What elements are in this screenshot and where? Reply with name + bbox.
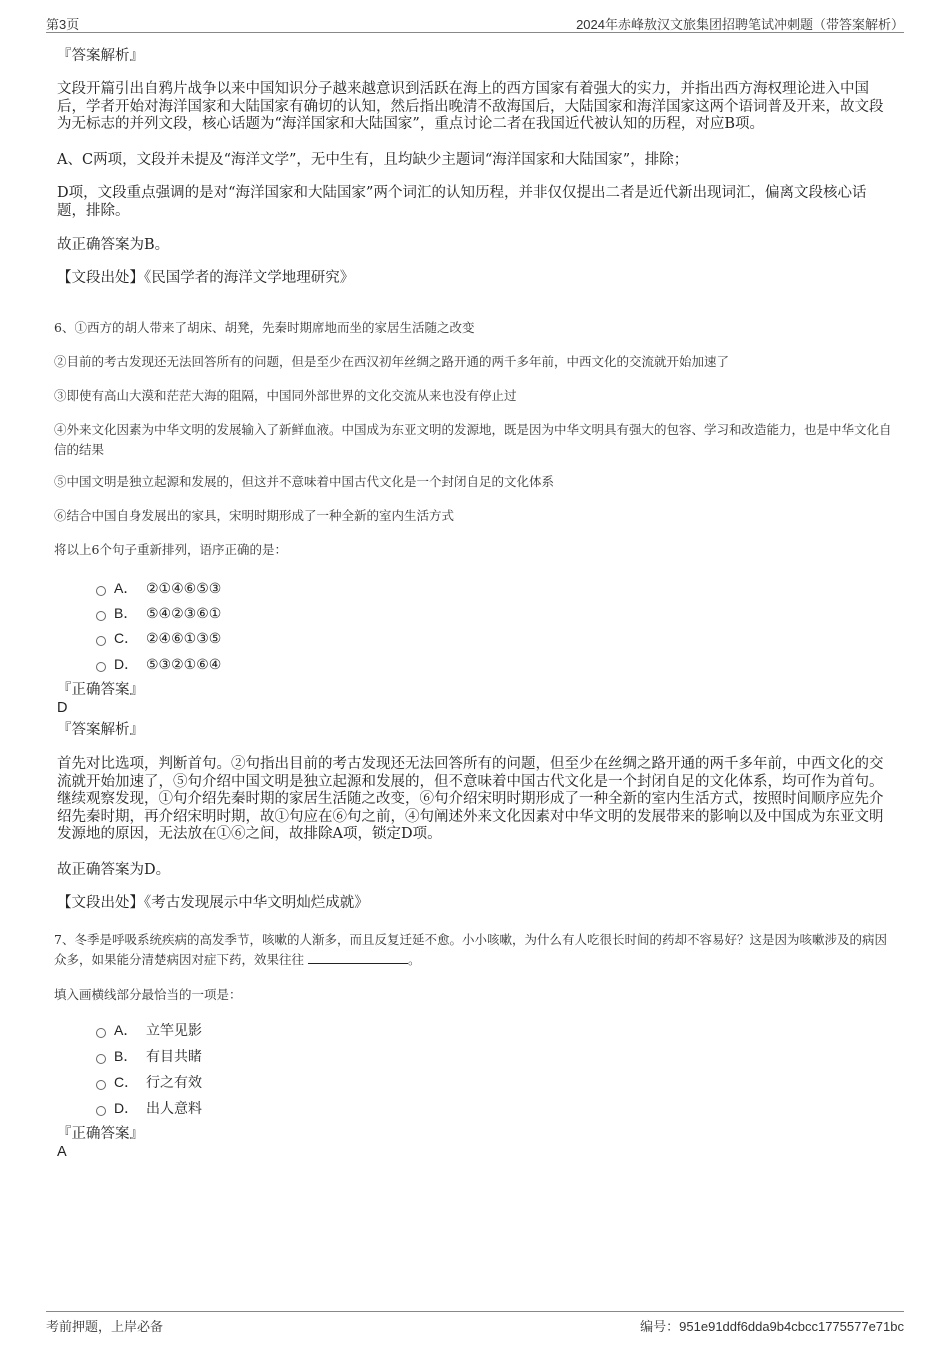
q6-sentence-6: ⑥结合中国自身发展出的家具，宋明时期形成了一种全新的室内生活方式: [54, 508, 455, 523]
q6-option-c[interactable]: C． ②④⑥①③⑤: [96, 628, 221, 648]
q7-option-c[interactable]: C． 行之有效: [96, 1072, 202, 1092]
q7-option-a[interactable]: A． 立竿见影: [96, 1020, 202, 1040]
radio-icon[interactable]: [96, 636, 106, 646]
q6-conclusion: 故正确答案为D。: [57, 862, 171, 878]
q6-option-a[interactable]: A． ②①④⑥⑤③: [96, 578, 221, 598]
footer-slogan: 考前押题，上岸必备: [46, 1319, 164, 1334]
q5-analysis-p2: A、C两项，文段并未提及“海洋文学”，无中生有，且均缺少主题词“海洋国家和大陆国家”，排除；: [57, 152, 689, 168]
q6-sentence-1: 6、①西方的胡人带来了胡床、胡凳，先秦时期席地而坐的家居生活随之改变: [54, 320, 475, 335]
q5-analysis-label: 『答案解析』: [57, 48, 144, 64]
radio-icon[interactable]: [96, 1054, 106, 1064]
q6-source: 【文段出处】《考古发现展示中华文明灿烂成就》: [57, 895, 369, 911]
radio-icon[interactable]: [96, 1028, 106, 1038]
q6-option-b[interactable]: B． ⑤④②③⑥①: [96, 603, 221, 623]
q6-sentence-3: ③即使有高山大漠和茫茫大海的阻隔，中国同外部世界的文化交流从来也没有停止过: [54, 388, 517, 403]
q6-analysis: 首先对比选项，判断首句。②句指出目前的考古发现还无法回答所有的问题，但至少在丝绸之路开通的两千多年前，中西文化的交流就开始加速了，⑤句介绍中国文明是独立起源和发展的，但不意味着中国古代文化是一个封闭自足的文化体系，均可作为首句。继续观察发现，①句介绍先秦时期的家居生活随之改变，⑥句介绍宋明时期形成了一种全新的室内生活方式，按照时间顺序应先介绍先秦时期，再介绍宋明时期，故①句应在⑥句之前，④句阐述外来文化因素对中华文明的发展带来的影响以及中国成为东亚文明发源地的原因，无法放在①⑥之间，故排除A项，锁定D项。: [57, 756, 884, 842]
q5-analysis-p3: D项，文段重点强调的是对“海洋国家和大陆国家”两个词汇的认知历程，并非仅仅提出二者是近代新出现词汇，偏离文段核心话题，排除。: [57, 185, 867, 219]
q6-answer: D: [57, 700, 68, 716]
radio-icon[interactable]: [96, 611, 106, 621]
radio-icon[interactable]: [96, 1080, 106, 1090]
q5-analysis-p1: 文段开篇引出自鸦片战争以来中国知识分子越来越意识到活跃在海上的西方国家有着强大的实力，并指出西方海权理论进入中国后，学者开始对海洋国家和大陆国家有确切的认知，然后指出晚清不敌海国后，大陆国家和海洋国家这两个语词普及开来，故文段为无标志的并列文段，核心话题为“海洋国家和大陆国家”，重点讨论二者在我国近代被认知的历程，对应B项。: [57, 81, 884, 132]
q5-conclusion: 故正确答案为B。: [57, 237, 170, 253]
document-title: 2024年赤峰敖汉文旅集团招聘笔试冲刺题（带答案解析）: [576, 17, 904, 32]
q5-source: 【文段出处】《民国学者的海洋文学地理研究》: [57, 270, 355, 286]
document-id: 编号：951e91ddf6dda9b4cbcc1775577e71bc: [640, 1319, 904, 1334]
radio-icon[interactable]: [96, 586, 106, 596]
q7-option-b[interactable]: B． 有目共睹: [96, 1046, 202, 1066]
q6-sentence-2: ②目前的考古发现还无法回答所有的问题，但是至少在西汉初年丝绸之路开通的两千多年前，中西文化的交流就开始加速了: [54, 354, 730, 369]
fill-blank-line: [308, 953, 408, 964]
radio-icon[interactable]: [96, 662, 106, 672]
q6-option-d[interactable]: D． ⑤③②①⑥④: [96, 654, 221, 674]
page-header: [46, 12, 904, 33]
page-footer: [46, 1311, 904, 1336]
q6-answer-label: 『正确答案』: [57, 682, 144, 698]
q6-sentence-4: ④外来文化因素为中华文明的发展输入了新鲜血液。中国成为东亚文明的发源地，既是因为中华文明具有强大的包容、学习和改造能力，也是中华文化自信的结果: [54, 422, 892, 457]
q6-analysis-label: 『答案解析』: [57, 722, 144, 738]
page-number: 第3页: [46, 17, 80, 32]
q7-prompt: 填入画横线部分最恰当的一项是：: [54, 987, 242, 1002]
q7-answer: A: [57, 1144, 67, 1160]
q6-prompt: 将以上6个句子重新排列，语序正确的是：: [54, 542, 287, 557]
q7-answer-label: 『正确答案』: [57, 1126, 144, 1142]
q6-sentence-5: ⑤中国文明是独立起源和发展的，但这并不意味着中国古代文化是一个封闭自足的文化体系: [54, 474, 555, 489]
q7-stem: 7、冬季是呼吸系统疾病的高发季节，咳嗽的人渐多，而且反复迁延不愈。小小咳嗽，为什么有人吃很长时间的药却不容易好？这是因为咳嗽涉及的病因众多，如果能分清楚病因对症下药，效果往往 。: [54, 932, 887, 967]
radio-icon[interactable]: [96, 1106, 106, 1116]
q7-option-d[interactable]: D． 出人意料: [96, 1098, 202, 1118]
